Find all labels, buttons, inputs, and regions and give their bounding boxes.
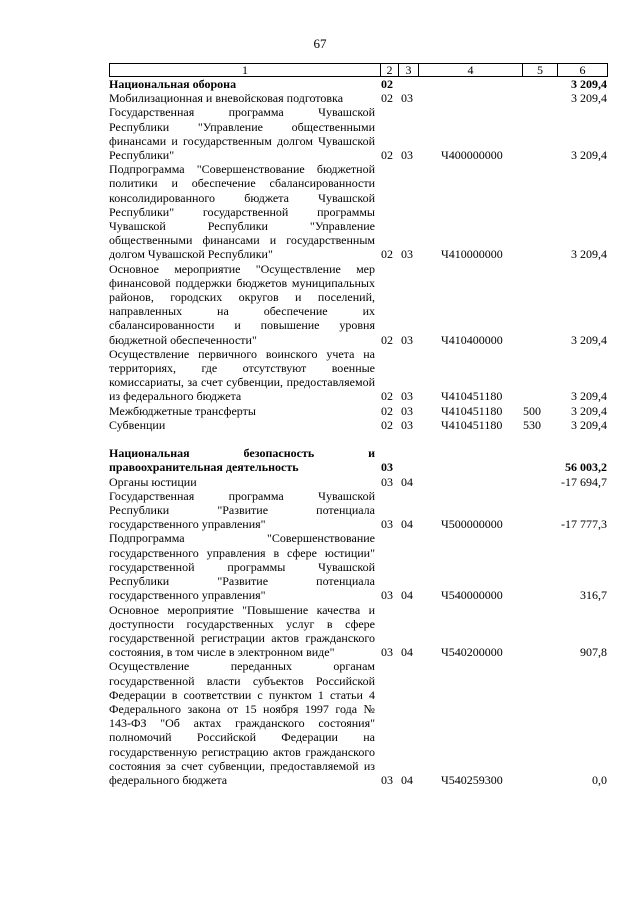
table-row: [109, 162, 608, 261]
table-body: [109, 77, 608, 787]
row-subsection: 03: [401, 332, 413, 347]
row-subsection: 03: [401, 417, 413, 432]
row-amount: 3 209,4: [571, 389, 607, 404]
header-col-5: 5: [522, 64, 557, 76]
row-subsection: 04: [401, 645, 413, 660]
row-subsection: 03: [401, 91, 413, 106]
row-section: 03: [381, 772, 393, 787]
row-target-code: Ч540259300: [441, 772, 503, 787]
row-section: 03: [381, 474, 393, 489]
table-row: [109, 659, 608, 787]
table-row: [109, 262, 608, 347]
row-name: Основное мероприятие "Осуществление мер финансовой поддержки бюджетов муниципальных районов, городских округов и поселений, направленных на обеспечение их сбалансированности и повышение уровня бюджетной обеспеченности": [109, 261, 375, 347]
row-name: Осуществление первичного воинского учета на территориях, где отсутствуют военные комиссариаты, за счет субвенции, предоставляемой из федерального бюджета: [109, 346, 375, 404]
table-row: [109, 489, 608, 532]
row-amount: 3 209,4: [571, 332, 607, 347]
row-target-code: Ч540200000: [441, 645, 503, 660]
row-name: Органы юстиции: [109, 474, 197, 489]
row-section: 02: [381, 332, 393, 347]
row-name: Осуществление переданных органам государственной власти субъектов Российской Федерации в соответствии с пунктом 1 статьи 4 Федерального закона от 15 ноября 1997 года № 143-ФЗ "Об актах гражданского состояния" полномочий Российской Федерации на государственную регистрацию актов гражданского состояния за счет субвенции, предоставляемой из федерального бюджета: [109, 659, 375, 787]
row-section: 02: [381, 417, 393, 432]
row-amount: 3 209,4: [571, 417, 607, 432]
row-target-code: Ч410000000: [441, 247, 503, 262]
row-name: Государственная программа Чувашской Республики "Развитие потенциала государственного управления": [109, 488, 375, 532]
row-name: Государственная программа Чувашской Республики "Управление общественными финансами и государственным долгом Чувашской Республики": [109, 105, 375, 163]
row-subsection: 03: [401, 403, 413, 418]
row-section: 02: [381, 91, 393, 106]
row-amount: 0,0: [592, 772, 607, 787]
row-name: Национальная оборона: [109, 77, 237, 91]
row-target-code: Ч540000000: [441, 588, 503, 603]
row-section: 03: [381, 588, 393, 603]
header-col-2: 2: [380, 64, 398, 76]
row-amount: 907,8: [580, 645, 607, 660]
row-amount: 3 209,4: [571, 148, 607, 163]
row-section: 02: [381, 77, 393, 91]
row-target-code: Ч410451180: [441, 389, 503, 404]
row-name: Мобилизационная и вневойсковая подготовка: [109, 91, 344, 106]
row-subsection: 03: [401, 148, 413, 163]
row-subsection: 04: [401, 588, 413, 603]
header-col-4: 4: [418, 64, 522, 76]
row-subsection: 03: [401, 389, 413, 404]
page-number: 67: [313, 36, 327, 51]
row-name: Подпрограмма "Совершенствование государственного управления в сфере юстиции" государственной программы Чувашской Республики "Развитие потенциала государственного управления": [109, 531, 375, 603]
row-subsection: 04: [401, 474, 413, 489]
table-row: [109, 105, 608, 162]
row-section: 02: [381, 389, 393, 404]
table-row: [109, 418, 608, 432]
row-target-code: Ч410451180: [441, 417, 503, 432]
row-amount: 3 209,4: [571, 403, 607, 418]
row-section: 03: [381, 517, 393, 532]
row-subsection: 03: [401, 247, 413, 262]
section-row: [109, 77, 608, 91]
row-name: Основное мероприятие "Повышение качества и доступности государственных услуг в сфере государственной регистрации актов гражданского состояния, в том числе в электронном виде": [109, 602, 375, 660]
row-target-code: Ч410451180: [441, 403, 503, 418]
row-section: 02: [381, 403, 393, 418]
table-row: [109, 475, 608, 489]
row-name: Национальная безопасность и правоохранительная деятельность: [109, 446, 375, 475]
row-amount: -17 777,3: [561, 517, 607, 532]
row-subsection: 04: [401, 517, 413, 532]
header-col-6: 6: [557, 64, 607, 76]
row-amount: 3 209,4: [571, 247, 607, 262]
table-row: [109, 603, 608, 660]
row-amount: 56 003,2: [565, 460, 607, 475]
table-row: [109, 531, 608, 602]
row-target-code: Ч400000000: [441, 148, 503, 163]
row-amount: -17 694,7: [561, 474, 607, 489]
row-section: 02: [381, 247, 393, 262]
row-subsection: 04: [401, 772, 413, 787]
row-amount: 316,7: [580, 588, 607, 603]
spacer-row: [109, 432, 608, 446]
row-target-code: Ч410400000: [441, 332, 503, 347]
row-expense-type: 500: [523, 403, 541, 418]
row-section: 03: [381, 645, 393, 660]
row-section: 03: [381, 460, 393, 475]
row-expense-type: 530: [523, 417, 541, 432]
table-row: [109, 347, 608, 404]
row-amount: 3 209,4: [571, 77, 607, 91]
row-name: Субвенции: [109, 417, 166, 432]
header-col-3: 3: [398, 64, 418, 76]
table-row: [109, 404, 608, 418]
row-section: 02: [381, 148, 393, 163]
row-amount: 3 209,4: [571, 91, 607, 106]
table-header: [109, 63, 608, 77]
row-target-code: Ч500000000: [441, 517, 503, 532]
table-row: [109, 91, 608, 105]
section-row: [109, 446, 608, 474]
row-name: Межбюджетные трансферты: [109, 403, 256, 418]
row-name: Подпрограмма "Совершенствование бюджетной политики и обеспечение сбалансированности консолидированного бюджета Чувашской Республики" государственной программы Чувашской Республики "Управление общественными финансами и государственным долгом Чувашской Республики": [109, 162, 375, 262]
header-col-1: 1: [242, 63, 248, 77]
